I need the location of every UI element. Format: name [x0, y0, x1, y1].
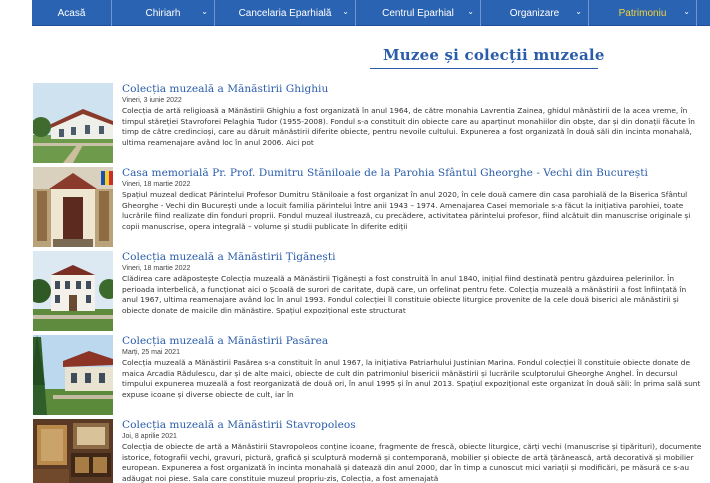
monastery-stavropoleos-image: [33, 419, 113, 483]
chevron-down-icon[interactable]: ⌄: [575, 7, 582, 16]
main-navigation: [32, 0, 710, 26]
nav-item-label: Acasă: [57, 7, 86, 19]
article-excerpt: Spațiul muzeal dedicat Părintelui Profesor Dumitru Stăniloaie a fost organizat în anul 2020, în cele două camere din casa parohială de la Biserica Sfântul Gheorghe - Vechi din București unde a locuit familia părintelui între anii 1943 – 1974. Amenajarea Casei memoriale s-a făcut la inițiativa parohiei, toate lucrările fiind realizate din fonduri proprii. Fondul muzeal ilustrează, cu precădere, activitatea părintelui profesor, fiind alcătuit din manuscrise originale și copii manuscrise, opera integrală – volume și studii publicate în diferite ediții: [122, 190, 691, 231]
article-title-link[interactable]: Casa memorială Pr. Prof. Dumitru Stăniloaie de la Parohia Sfântul Gheorghe - Vechi din București: [122, 167, 648, 179]
article-date: Vineri, 18 martie 2022: [122, 181, 191, 188]
nav-item-chiriarh[interactable]: [112, 0, 215, 26]
chevron-down-icon[interactable]: ⌄: [342, 7, 349, 16]
article-title-link[interactable]: Colecția muzeală a Mănăstirii Pasărea: [122, 335, 329, 347]
nav-item-label: Cancelaria Eparhială: [238, 7, 332, 19]
article-item: [33, 167, 710, 247]
article-item: [33, 335, 710, 415]
article-excerpt: Clădirea care adăpostește Colecția muzeală a Mănăstirii Țigănești a fost construită în anul 1840, inițial fiind destinată pentru găzduirea pelerinilor. În perioada interbelică, a funcționat aici o Școală de surori de caritate, după care, un orfelinat pentru fete. Colecția muzeală a mănăstirii a fost înființată în anul 1967, ultima reamenajare având loc în anul 1993. Fondul colecției îl constituie obiecte liturgice provenite de la cele două biserici ale mănăstirii și obiecte donate de maicile din mănăstire. Spațiul expozițional este structurat: [122, 274, 687, 315]
article-thumbnail[interactable]: [33, 251, 113, 331]
nav-item-acasa[interactable]: [32, 0, 112, 26]
article-title-link[interactable]: Colecția muzeală a Mănăstirii Țigănești: [122, 251, 336, 263]
nav-item-patrimoniu[interactable]: [589, 0, 697, 26]
article-thumbnail[interactable]: [33, 419, 113, 483]
nav-item-organizare[interactable]: [481, 0, 589, 26]
article-excerpt: Colecția de artă religioasă a Mănăstirii Ghighiu a fost organizată în anul 1964, de către monahia Lavrentia Zainea, ghidul mănăstirii de la acea vreme, în timpul stăreției Stavroforei Pelaghia Tudor (1955-2008). Fondul s-a constituit din obiecte care au aparținut monahiilor din obște, dar și din donații făcute în timp de către credincioși, care au dăruit mănăstirii diferite obiecte, pentru nevoile cultului. Expunerea a fost organizată în două săli din incinta monahală, ultima reamenajare având loc în anul 2006. Aici pot: [122, 106, 695, 147]
article-date: Vineri, 18 martie 2022: [122, 265, 191, 272]
monastery-pasarea-image: [33, 335, 113, 415]
monastery-tiganesti-image: [33, 251, 113, 331]
article-title-link[interactable]: Colecția muzeală a Mănăstirii Ghighiu: [122, 83, 329, 95]
article-date: Vineri, 3 iunie 2022: [122, 97, 182, 104]
nav-item-centrul-eparhial[interactable]: [356, 0, 481, 26]
nav-item-label: Patrimoniu: [618, 7, 667, 19]
nav-item-cancelaria-eparhiala[interactable]: [215, 0, 356, 26]
article-title-link[interactable]: Colecția muzeală a Mănăstirii Stavropoleos: [122, 419, 356, 431]
article-date: Marți, 25 mai 2021: [122, 349, 180, 356]
article-date: Joi, 8 aprilie 2021: [122, 433, 177, 440]
article-item: [33, 419, 710, 483]
monastery-ghighiu-image: [33, 83, 113, 163]
nav-item-label: Chiriarh: [145, 7, 181, 19]
article-item: [33, 251, 710, 331]
article-thumbnail[interactable]: [33, 335, 113, 415]
title-underline: [370, 68, 598, 69]
page-title: Muzee și colecții muzeale: [383, 46, 605, 64]
article-item: [33, 83, 710, 163]
chevron-down-icon[interactable]: ⌄: [683, 7, 690, 16]
article-excerpt: Colecția muzeală a Mănăstirii Pasărea s-a constituit în anul 1967, la inițiativa Patriarhului Justinian Marina. Fondul colecției îl constituie obiecte donate de maica Arcadia Rădulescu, dar și de alte maici, obiecte de cult din patrimoniul bisericii mănăstirii și lucrările sculptorului Gheorghe Anghel. În decursul timpului expunerea muzeală a fost reorganizată de două ori, în anul 1995 și în anul 2013. Spațiul expozițional este organizat în două săli: în prima sală sunt expuse icoane și diverse obiecte de cult, iar în: [122, 358, 701, 399]
chevron-down-icon[interactable]: ⌄: [201, 7, 208, 16]
nav-item-label: Centrul Eparhial: [382, 7, 454, 19]
article-excerpt: Colecția de obiecte de artă a Mănăstirii Stavropoleos conține icoane, fragmente de frescă, obiecte liturgice, cărți vechi (manuscrise și tipărituri), documente istorice, fotografii vechi, gravuri, pictură, grafică și sculptură modernă și contemporană, mobilier și obiecte de artă țărănească, artă decorativă și mobilier european. Expunerea a fost organizată în incinta monahală și datează din anul 2000, dar în timp a cunoscut mici variații și modificări, pe măsură ce s-au adăugat noi piese. Sala care constituie muzeul propriu-zis, Colecția, a fost amenajată: [122, 442, 702, 483]
chevron-down-icon[interactable]: ⌄: [467, 7, 474, 16]
article-thumbnail[interactable]: [33, 167, 113, 247]
article-thumbnail[interactable]: [33, 83, 113, 163]
memorial-house-image: [33, 167, 113, 247]
nav-item-label: Organizare: [509, 7, 560, 19]
